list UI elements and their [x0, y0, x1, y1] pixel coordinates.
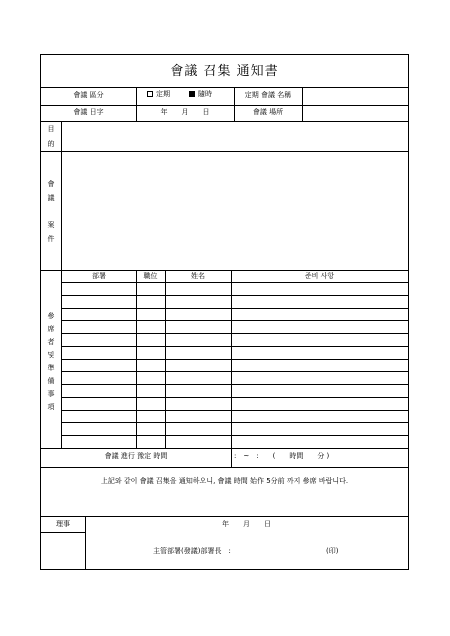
attendees-label: [45, 313, 57, 411]
attendees-label-char: 項: [47, 403, 55, 411]
attendees-label-char: 및: [47, 351, 55, 359]
table-row-line: [61, 295, 408, 296]
attendees-label-char: 準: [47, 364, 55, 372]
dept-head-label: 主管部署(發議)部署長 :: [153, 547, 231, 555]
regular-checkbox[interactable]: [147, 91, 153, 97]
table-row-line: [61, 371, 408, 372]
agenda-label-char: 會: [47, 180, 55, 188]
seal-label: (印): [326, 547, 339, 555]
purpose-label-char: 的: [47, 140, 55, 148]
meeting-notice-form: [40, 54, 409, 570]
signer-signature-field[interactable]: [42, 533, 84, 569]
duration-value[interactable]: : ~ : ( 時間 分 ): [234, 452, 330, 460]
date-value[interactable]: 年 月 日: [160, 108, 210, 116]
table-row-line: [61, 320, 408, 321]
attendees-label-char: 席: [47, 325, 55, 333]
date-label: 會議 日字: [73, 108, 104, 116]
regular-name-label: 定期 會議 名稱: [244, 91, 292, 99]
place-field[interactable]: [303, 106, 407, 121]
agenda-field[interactable]: [62, 152, 408, 270]
purpose-field[interactable]: [62, 122, 408, 150]
table-row-line: [61, 435, 408, 436]
option-regular[interactable]: [147, 91, 170, 98]
table-row-line: [61, 397, 408, 398]
footer-date[interactable]: 年 月 日: [222, 520, 271, 528]
option-regular-label: 定期: [156, 90, 170, 98]
purpose-label-char: 目: [47, 125, 55, 133]
attendees-label-char: 事: [47, 390, 55, 398]
attendees-label-char: 備: [47, 377, 55, 385]
table-row-line: [61, 359, 408, 360]
table-row-line: [61, 333, 408, 334]
divider: [41, 516, 408, 517]
agenda-label-char: 議: [47, 194, 55, 202]
attendees-label-char: 者: [47, 338, 55, 346]
duration-label: 會議 進行 豫定 時間: [104, 452, 168, 460]
col-header-dept: 部署: [92, 272, 106, 280]
purpose-label: [45, 126, 57, 148]
form-title: 會議 召集 通知書: [170, 64, 279, 79]
col-header-position: 職位: [143, 272, 158, 280]
col-header-name: 姓名: [191, 272, 205, 280]
agenda-label-char: 案: [47, 221, 55, 229]
attendees-label-char: 參: [47, 312, 55, 320]
agenda-label: [45, 181, 57, 243]
divider: [41, 448, 408, 449]
divider: [41, 467, 408, 468]
divider: [136, 87, 137, 105]
table-row-line: [61, 422, 408, 423]
notice-text: 上記와 같이 會議 召集을 通知하오니, 會議 時間 始作 5分前 까지 參席 바랍니다.: [100, 477, 349, 485]
table-row-line: [61, 282, 408, 283]
agenda-label-char: 件: [47, 235, 55, 243]
signer-label: 理事: [56, 520, 70, 528]
option-adhoc-label: 隨時: [198, 90, 212, 98]
adhoc-checkbox[interactable]: [189, 91, 195, 97]
category-label: 會議 區分: [73, 91, 104, 99]
table-row-line: [61, 308, 408, 309]
col-header-preparation: 준비 사항: [304, 272, 335, 280]
divider: [231, 270, 232, 467]
table-row-line: [61, 410, 408, 411]
regular-name-field[interactable]: [303, 88, 407, 104]
option-adhoc[interactable]: [189, 91, 212, 98]
place-label: 會議 場所: [252, 108, 284, 116]
table-row-line: [61, 346, 408, 347]
divider: [41, 270, 408, 271]
table-row-line: [61, 384, 408, 385]
